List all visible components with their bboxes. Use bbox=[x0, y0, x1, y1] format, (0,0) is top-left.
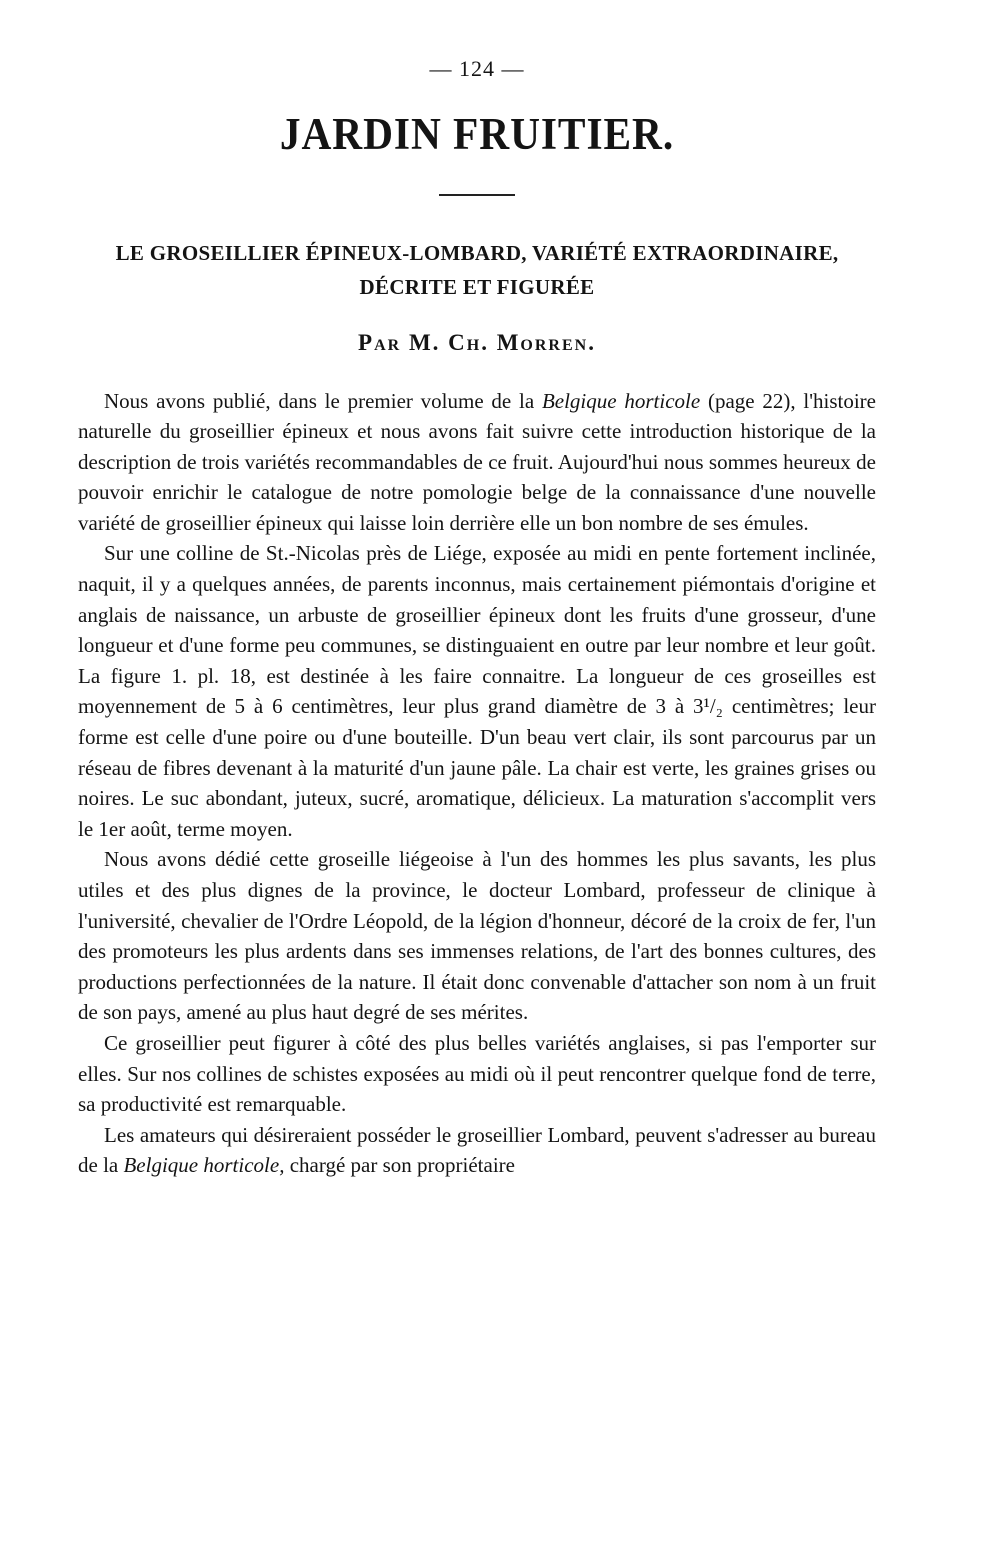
paragraph-5-text-b: chargé par son propriétaire bbox=[284, 1153, 515, 1178]
page-number: — 124 — bbox=[429, 56, 525, 81]
article-body bbox=[78, 386, 876, 1181]
section-title: JARDIN FRUITIER. bbox=[279, 109, 675, 159]
paragraph-4: Ce groseillier peut figurer à côté des plus belles variétés anglaises, si pas l'emporter sur elles. Sur nos collines de schistes exposées au midi où il peut rencontrer quelque fond de terre, sa productivité est remarquable. bbox=[78, 1030, 876, 1117]
author-byline: Par M. Ch. Morren. bbox=[358, 329, 596, 355]
page bbox=[78, 0, 876, 1181]
paragraph-1 bbox=[78, 386, 876, 539]
paragraph-5-text-a: Les amateurs qui désireraient posséder le groseillier Lombard, peuvent s'adresser au bureau de la bbox=[78, 1122, 876, 1178]
title-divider bbox=[439, 194, 515, 196]
article-title-line-1: LE GROSEILLIER ÉPINEUX-LOMBARD, VARIÉTÉ EXTRAORDINAIRE, bbox=[115, 240, 839, 265]
article-title bbox=[78, 236, 876, 304]
paragraph-1-text-a: Nous avons publié, dans le premier volume de la bbox=[104, 388, 542, 413]
journal-title-italic: Belgique horticole bbox=[541, 388, 701, 413]
paragraph-1-text-b: (page 22), l'histoire naturelle du groseillier épineux et nous avons fait suivre cette introduction historique de la description de trois variétés recommandables de ce fruit. Aujourd'hui nous sommes heureux de pouvoir enrichir le catalogue de notre pomologie belge de la connaissance d'une nouvelle variété de groseillier épineux qui laisse loin derrière elle un bon nombre de ses émules. bbox=[78, 388, 876, 535]
paragraph-3: Nous avons dédié cette groseille liégeoise à l'un des hommes les plus savants, les plus utiles et des plus dignes de la province, le docteur Lombard, professeur de clinique à l'université, chevalier de l'Ordre Léopold, de la légion d'honneur, décoré de la croix de fer, l'un des promoteurs les plus ardents dans ses immenses relations, de l'art des bonnes cultures, des productions perfectionnées de la nature. Il était donc convenable d'attacher son nom à un fruit de son pays, amené au plus haut degré de ses mérites. bbox=[78, 847, 876, 1025]
paragraph-2: Sur une colline de St.-Nicolas près de Liége, exposée au midi en pente fortement inclinée, naquit, il y a quelques années, de parents inconnus, mais certainement piémontais d'origine et anglais de naissance, un arbuste de groseillier épineux dont les fruits d'une grosseur, d'une longueur et d'une forme peu communes, se distinguaient en outre par leur nombre et leur goût. La figure 1. pl. 18, est destinée à les faire connaitre. La longueur de ces groseilles est moyennement de 5 à 6 centimètres, leur plus grand diamètre de 3 à 3¹/₂ centimètres; leur forme est celle d'une poire ou d'une bouteille. D'un beau vert clair, ils sont parcourus par un réseau de fibres devenant à la maturité d'un jaune pâle. La chair est verte, les graines grises ou noires. Le suc abondant, juteux, sucré, aromatique, délicieux. La maturation s'accomplit vers le 1er août, terme moyen. bbox=[78, 541, 876, 841]
journal-title-italic-2: Belgique horticole, bbox=[123, 1153, 285, 1178]
article-title-line-2: DÉCRITE ET FIGURÉE bbox=[359, 274, 595, 299]
paragraph-5 bbox=[78, 1120, 876, 1181]
